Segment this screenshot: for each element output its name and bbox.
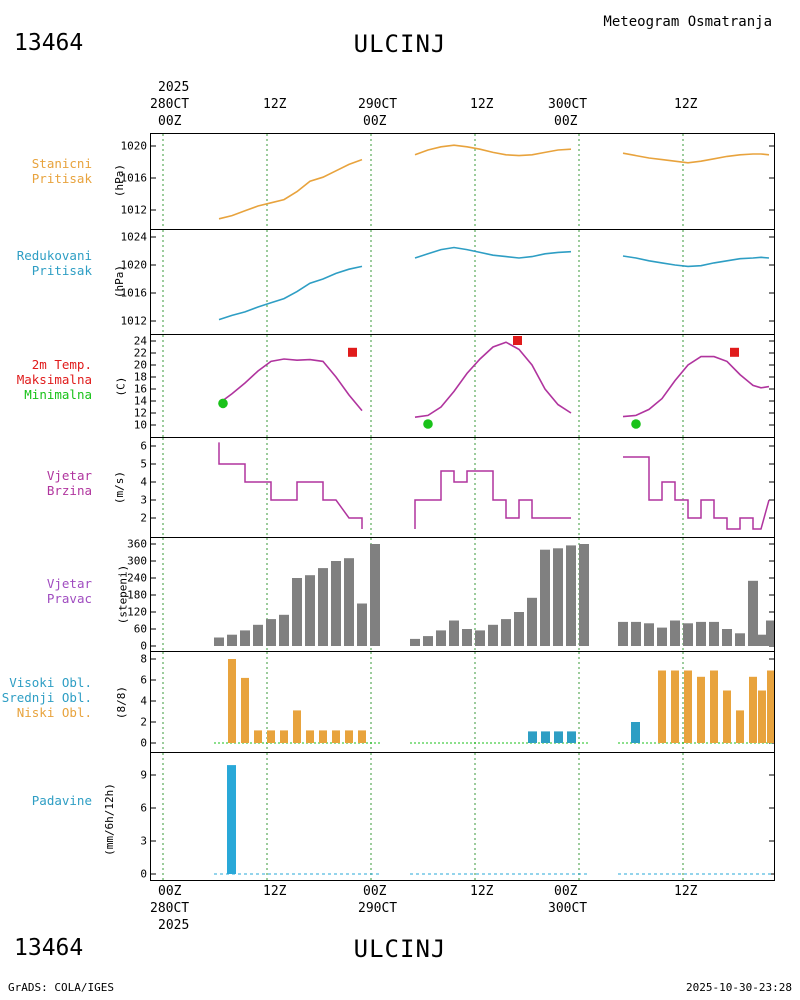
temp-max-markers bbox=[348, 336, 739, 357]
series-label-reduced-pressure-line1: Redukovani bbox=[16, 248, 92, 263]
bottom-axis-hour-5: 12Z bbox=[674, 884, 698, 899]
unit-temperature: (C) bbox=[114, 376, 128, 397]
ytick-t-10: 10 bbox=[133, 418, 147, 432]
bottom-time-axis bbox=[150, 884, 775, 934]
ytick-rp-1024: 1024 bbox=[120, 230, 147, 244]
station-id-top: 13464 bbox=[14, 30, 84, 56]
ytick-rp-1020: 1020 bbox=[120, 258, 147, 272]
station-id-bottom: 13464 bbox=[14, 935, 84, 961]
top-axis-date-2: 300CT bbox=[548, 97, 588, 112]
panel-clouds bbox=[115, 651, 775, 752]
ytick-t-14: 14 bbox=[133, 394, 147, 408]
panel-temperature-plot bbox=[151, 335, 774, 438]
ytick-t-12: 12 bbox=[133, 406, 147, 420]
series-label-temp-line3: Minimalna bbox=[24, 387, 92, 402]
panel-station-pressure-plot bbox=[151, 134, 774, 230]
bottom-axis-hour-0: 00Z bbox=[158, 884, 182, 899]
unit-wind-speed: (m/s) bbox=[113, 470, 127, 505]
top-axis-hour-5: 12Z bbox=[674, 97, 698, 112]
ytick-ws-6: 6 bbox=[140, 439, 147, 453]
ytick-pr-3: 3 bbox=[140, 834, 147, 848]
panel-wind-speed bbox=[113, 437, 775, 537]
bottom-axis-date-2: 300CT bbox=[548, 901, 588, 916]
cloud-mid-bars bbox=[528, 722, 640, 743]
wind-direction-bars bbox=[214, 544, 774, 646]
series-label-temp-line1: 2m Temp. bbox=[31, 357, 92, 372]
unit-station-pressure: (hPa) bbox=[113, 163, 127, 198]
series-label-reduced-pressure-line2: Pritisak bbox=[31, 263, 92, 278]
top-time-axis bbox=[150, 80, 775, 133]
ytick-t-20: 20 bbox=[133, 358, 147, 372]
ytick-wd-360: 360 bbox=[127, 537, 147, 551]
unit-reduced-pressure: (hPa) bbox=[113, 264, 127, 299]
ytick-wd-180: 180 bbox=[127, 588, 147, 602]
series-label-station-pressure-line2: Pritisak bbox=[31, 171, 92, 186]
unit-clouds: (8/8) bbox=[115, 685, 129, 720]
credit-text: GrADS: COLA/IGES bbox=[8, 981, 114, 994]
ytick-ws-3: 3 bbox=[140, 493, 147, 507]
top-axis-hour-4: 00Z bbox=[554, 114, 578, 129]
series-label-station-pressure bbox=[0, 156, 92, 186]
ytick-cl-2: 2 bbox=[140, 715, 147, 729]
top-axis-hour-2: 00Z bbox=[363, 114, 387, 129]
series-label-wind-speed-line1: Vjetar bbox=[46, 468, 92, 483]
panel-temperature bbox=[114, 334, 775, 437]
series-label-station-pressure-line1: Stanicni bbox=[31, 156, 92, 171]
ytick-t-16: 16 bbox=[133, 382, 147, 396]
ytick-ws-4: 4 bbox=[140, 475, 147, 489]
series-label-wind-dir bbox=[0, 576, 92, 606]
ytick-cl-6: 6 bbox=[140, 673, 147, 687]
series-label-temp bbox=[0, 357, 92, 402]
precipitation-bars bbox=[227, 765, 236, 874]
page-title-top: ULCINJ bbox=[353, 30, 447, 58]
series-label-temp-line2: Maksimalna bbox=[16, 372, 92, 387]
bottom-axis-hour-3: 12Z bbox=[470, 884, 494, 899]
unit-wind-direction: (stepeni) bbox=[116, 564, 130, 625]
unit-precipitation: (mm/6h/12h) bbox=[102, 783, 116, 856]
series-label-clouds bbox=[0, 675, 92, 720]
series-label-wind-speed bbox=[0, 468, 92, 498]
series-label-wind-speed-line2: Brzina bbox=[46, 483, 92, 498]
panel-station-pressure bbox=[113, 133, 775, 229]
panel-precipitation bbox=[102, 752, 775, 881]
bottom-axis-hour-2: 00Z bbox=[363, 884, 387, 899]
panel-wind-speed-plot bbox=[151, 438, 774, 538]
series-label-precip bbox=[0, 793, 92, 808]
ytick-t-24: 24 bbox=[133, 334, 147, 348]
meteogram-label: Meteogram Osmatranja bbox=[603, 14, 772, 30]
ytick-pr-6: 6 bbox=[140, 801, 147, 815]
page-title-bottom: ULCINJ bbox=[353, 935, 447, 963]
panel-precipitation-plot bbox=[151, 753, 774, 882]
panel-reduced-pressure bbox=[113, 229, 775, 334]
ytick-wd-0: 0 bbox=[140, 639, 147, 653]
panel-wind-direction-plot bbox=[151, 538, 774, 652]
ytick-t-22: 22 bbox=[133, 346, 147, 360]
ytick-wd-240: 240 bbox=[127, 571, 147, 585]
ytick-rp-1012: 1012 bbox=[120, 314, 147, 328]
ytick-rp-1016: 1016 bbox=[120, 286, 147, 300]
ytick-t-18: 18 bbox=[133, 370, 147, 384]
ytick-sp-1016: 1016 bbox=[120, 171, 147, 185]
series-label-reduced-pressure bbox=[0, 248, 92, 278]
top-axis-year: 2025 bbox=[158, 80, 190, 95]
bottom-axis-year: 2025 bbox=[158, 918, 190, 933]
series-label-clouds-low: Niski Obl. bbox=[16, 705, 92, 720]
series-label-wind-dir-line1: Vjetar bbox=[46, 576, 92, 591]
bottom-axis-date-0: 280CT bbox=[150, 901, 190, 916]
bottom-axis-hour-1: 12Z bbox=[263, 884, 287, 899]
ytick-wd-120: 120 bbox=[127, 605, 147, 619]
ytick-sp-1020: 1020 bbox=[120, 139, 147, 153]
top-axis-hour-0: 00Z bbox=[158, 114, 182, 129]
top-axis-date-1: 290CT bbox=[358, 97, 398, 112]
ytick-cl-4: 4 bbox=[140, 694, 147, 708]
panel-wind-direction bbox=[116, 537, 775, 653]
cloud-low-bars bbox=[228, 659, 774, 743]
ytick-cl-8: 8 bbox=[140, 652, 147, 666]
panel-reduced-pressure-plot bbox=[151, 230, 774, 335]
bottom-axis-date-1: 290CT bbox=[358, 901, 398, 916]
series-label-clouds-high: Visoki Obl. bbox=[9, 675, 92, 690]
ytick-ws-5: 5 bbox=[140, 457, 147, 471]
top-axis-date-0: 280CT bbox=[150, 97, 190, 112]
top-axis-hour-3: 12Z bbox=[470, 97, 494, 112]
date-stamp: 2025-10-30-23:28 bbox=[686, 981, 792, 994]
panel-clouds-plot bbox=[151, 652, 774, 753]
ytick-wd-300: 300 bbox=[127, 554, 147, 568]
series-label-precip-line1: Padavine bbox=[31, 793, 92, 808]
series-label-wind-dir-line2: Pravac bbox=[46, 591, 92, 606]
ytick-pr-0: 0 bbox=[140, 867, 147, 881]
meteogram-panels bbox=[102, 133, 775, 881]
top-axis-hour-1: 12Z bbox=[263, 97, 287, 112]
ytick-wd-60: 60 bbox=[133, 622, 147, 636]
series-label-clouds-mid: Srednji Obl. bbox=[1, 690, 92, 705]
bottom-axis-hour-4: 00Z bbox=[554, 884, 578, 899]
ytick-ws-2: 2 bbox=[140, 511, 147, 525]
ytick-sp-1012: 1012 bbox=[120, 203, 147, 217]
ytick-cl-0: 0 bbox=[140, 736, 147, 750]
ytick-pr-9: 9 bbox=[140, 768, 147, 782]
